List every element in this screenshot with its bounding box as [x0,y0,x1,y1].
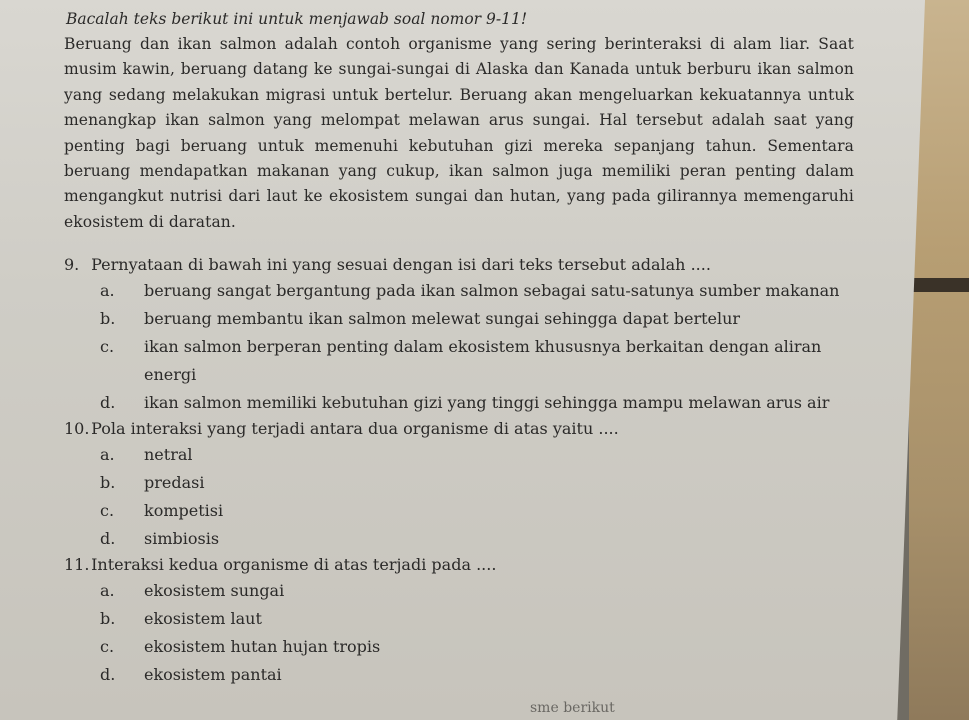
question-stem: Pernyataan di bawah ini yang sesuai dengan isi dari teks tersebut adalah .... [91,255,711,275]
option-c[interactable] [64,633,854,661]
question-text [64,253,854,277]
option-text: predasi [144,473,205,493]
question-stem: Interaksi kedua organisme di atas terjadi pada .... [91,555,497,575]
question-stem: Pola interaksi yang terjadi antara dua organisme di atas yaitu .... [91,419,619,439]
option-letter: d. [100,393,116,413]
background-shadow-band [909,278,969,292]
question-number: 10. [64,419,90,439]
option-c[interactable] [64,333,854,389]
option-letter: b. [100,309,116,329]
option-letter: a. [100,445,115,465]
option-b[interactable] [64,469,854,497]
question-number: 11. [64,555,90,575]
question-11 [64,553,854,689]
option-text: ekosistem sungai [144,581,285,601]
option-c[interactable] [64,497,854,525]
question-9 [64,253,854,417]
option-d[interactable] [64,389,854,417]
option-letter: d. [100,529,116,549]
option-a[interactable] [64,277,854,305]
option-letter: c. [100,637,115,657]
option-a[interactable] [64,577,854,605]
option-text: ikan salmon berperan penting dalam ekosistem khususnya berkaitan dengan aliran [144,337,822,357]
option-b[interactable] [64,605,854,633]
option-text: beruang sangat bergantung pada ikan salmon sebagai satu-satunya sumber makanan [144,281,840,301]
option-text: beruang membantu ikan salmon melewat sungai sehingga dapat bertelur [144,309,741,329]
option-text-continued: energi [144,365,197,385]
option-text: netral [144,445,193,465]
option-text: ekosistem pantai [144,665,282,685]
option-letter: c. [100,501,115,521]
option-letter: b. [100,473,116,493]
option-letter: a. [100,581,115,601]
question-10 [64,417,854,553]
option-letter: a. [100,281,115,301]
option-letter: d. [100,665,116,685]
option-text: ikan salmon memiliki kebutuhan gizi yang tinggi sehingga mampu melawan arus air [144,393,830,413]
question-text [64,417,854,441]
option-a[interactable] [64,441,854,469]
option-text: simbiosis [144,529,220,549]
option-b[interactable] [64,305,854,333]
cut-off-footer-text: sme berikut [530,700,615,716]
option-letter: b. [100,609,116,629]
option-text: ekosistem laut [144,609,262,629]
option-text: kompetisi [144,501,224,521]
question-number: 9. [64,255,80,275]
option-letter: c. [100,337,115,357]
option-text: ekosistem hutan hujan tropis [144,637,381,657]
worksheet-content [64,8,854,689]
instruction-heading: Bacalah teks berikut ini untuk menjawab soal nomor 9-11! [66,10,528,28]
question-text [64,553,854,577]
option-d[interactable] [64,661,854,689]
option-d[interactable] [64,525,854,553]
reading-passage: Beruang dan ikan salmon adalah contoh organisme yang sering berinteraksi di alam liar. Saat musim kawin, beruang datang ke sungai-sungai di Alaska dan Kanada untuk berburu ikan salmon yang sedang melakukan migrasi untuk bertelur. Beruang akan mengeluarkan kekuatannya untuk menangkap ikan salmon yang melompat melawan arus sungai. Hal tersebut adalah saat yang penting bagi beruang untuk memenuhi kebutuhan gizi mereka sepanjang tahun. Sementara beruang mendapatkan makanan yang cukup, ikan salmon juga memiliki peran penting dalam mengangkut nutrisi dari laut ke ekosistem sungai dan hutan, yang pada gilirannya memengaruhi ekosistem di daratan. [64,35,854,231]
